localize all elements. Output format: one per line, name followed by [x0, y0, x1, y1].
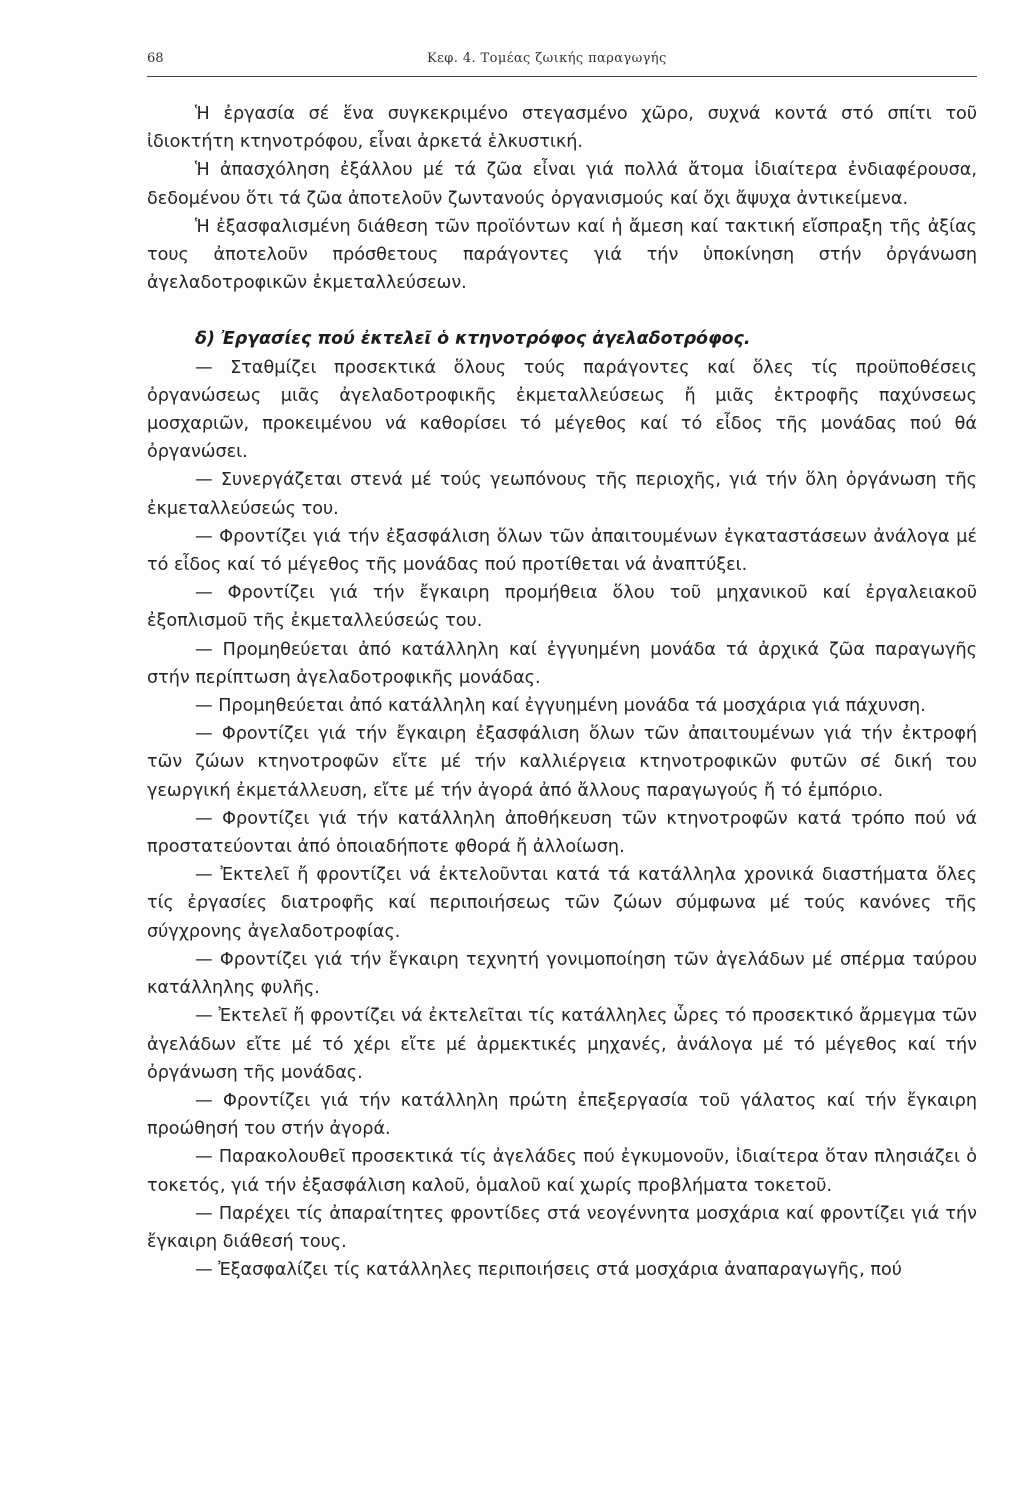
- intro-paragraph: Ἡ ἐξασφαλισμένη διάθεση τῶν προϊόντων καί ἡ ἄμεση καί τακτική εἴσπραξη τῆς ἀξίας τους ἀποτελοῦν πρόσθετους παράγοντες γιά τήν ὑποκίνηση στήν ὀργάνωση ἀγελαδοτροφικῶν ἐκμεταλλεύσεων.: [147, 216, 977, 294]
- page-body: [147, 100, 977, 1284]
- duty-item: — Φροντίζει γιά τήν ἔγκαιρη τεχνητή γονιμοποίηση τῶν ἀγελάδων μέ σπέρμα ταύρου κατάλληλης φυλῆς.: [147, 949, 978, 999]
- duty-item: — Φροντίζει γιά τήν ἐξασφάλιση ὅλων τῶν ἀπαιτουμένων ἐγκαταστάσεων ἀνάλογα μέ τό εἶδος καί τό μέγεθος τῆς μονάδας πού προτίθεται νά ἀναπτύξει.: [147, 526, 977, 576]
- section-spacer: [147, 297, 977, 325]
- section-heading: δ) Ἐργασίες πού ἐκτελεῖ ὁ κτηνοτρόφος ἀγελαδοτρόφος.: [195, 329, 751, 350]
- duty-item: — Φροντίζει γιά τήν ἔγκαιρη ἐξασφάλιση ὅλων τῶν ἀπαιτουμένων γιά τήν ἐκτροφή τῶν ζώων κτηνοτροφῶν εἴτε μέ τήν καλλιέργεια κτηνοτροφικῶν φυτῶν σέ δική του γεωργική ἐκμετάλλευση, εἴτε μέ τήν ἀγορά ἀπό ἄλλους παραγωγούς ἤ τό ἐμπόριο.: [147, 724, 978, 801]
- duty-item: — Φροντίζει γιά τήν ἔγκαιρη προμήθεια ὅλου τοῦ μηχανικοῦ καί ἐργαλειακοῦ ἐξοπλισμοῦ τῆς ἐκμεταλλεύσεώς του.: [147, 583, 978, 632]
- duty-item: — Φροντίζει γιά τήν κατάλληλη πρώτη ἐπεξεργασία τοῦ γάλατος καί τήν ἔγκαιρη προώθησή του στήν ἀγορά.: [147, 1090, 978, 1140]
- running-header: [147, 44, 977, 77]
- page-number: 68: [147, 51, 164, 66]
- duty-item: — Παρέχει τίς ἀπαραίτητες φροντίδες στά νεογέννητα μοσχάρια καί φροντίζει γιά τήν ἔγκαιρη διάθεσή τους.: [147, 1203, 977, 1252]
- chapter-title: Κεφ. 4. Τομέας ζωικής παραγωγής: [427, 51, 667, 66]
- intro-paragraph: Ἡ ἀπασχόληση ἐξάλλου μέ τά ζῶα εἶναι γιά πολλά ἄτομα ἰδιαίτερα ἐνδιαφέρουσα, δεδομένου ὅτι τά ζῶα ἀποτελοῦν ζωντανούς ὀργανισμούς καί ὄχι ἄψυχα ἀντικείμενα.: [147, 160, 977, 209]
- duty-item: — Φροντίζει γιά τήν κατάλληλη ἀποθήκευση τῶν κτηνοτροφῶν κατά τρόπο πού νά προστατεύονται ἀπό ὁποιαδήποτε φθορά ἤ ἀλλοίωση.: [147, 808, 978, 858]
- duty-item: — Ἐκτελεῖ ἤ φροντίζει νά ἐκτελεῖται τίς κατάλληλες ὧρες τό προσεκτικό ἄρμεγμα τῶν ἀγελάδων εἴτε μέ τό χέρι εἴτε μέ ἀρμεκτικές μηχανές, ἀνάλογα μέ τό μέγεθος καί τήν ὀργάνωση τῆς μονάδας.: [147, 1006, 978, 1083]
- duty-item: — Παρακολουθεῖ προσεκτικά τίς ἀγελάδες πού ἐγκυμονοῦν, ἰδιαίτερα ὅταν πλησιάζει ὁ τοκετός, γιά τήν ἐξασφάλιση καλοῦ, ὁμαλοῦ καί χωρίς προβλήματα τοκετοῦ.: [147, 1147, 978, 1196]
- duty-item: — Ἐκτελεῖ ἤ φροντίζει νά ἐκτελοῦνται κατά τά κατάλληλα χρονικά διαστήματα ὅλες τίς ἐργασίες διατροφῆς καί περιποιήσεως τῶν ζώων σύμφωνα μέ τούς κανόνες τῆς σύγχρονης ἀγελαδοτροφίας.: [147, 865, 978, 942]
- duty-item: — Προμηθεύεται ἀπό κατάλληλη καί ἐγγυημένη μονάδα τά μοσχάρια γιά πάχυνση.: [195, 696, 926, 717]
- duty-item: — Σταθμίζει προσεκτικά ὅλους τούς παράγοντες καί ὅλες τίς προϋποθέσεις ὀργανώσεως μιᾶς ἀγελαδοτροφικῆς ἐκμεταλλεύσεως ἤ μιᾶς ἐκτροφῆς παχύνσεως μοσχαριῶν, προκειμένου νά καθορίσει τό μέγεθος καί τό εἶδος τῆς μονάδας πού θά ὀργανώσει.: [147, 357, 977, 463]
- duty-item: — Ἐξασφαλίζει τίς κατάλληλες περιποιήσεις στά μοσχάρια ἀναπαραγωγῆς, πού: [195, 1260, 902, 1281]
- intro-paragraph: Ἡ ἐργασία σέ ἕνα συγκεκριμένο στεγασμένο χῶρο, συχνά κοντά στό σπίτι τοῦ ἰδιοκτήτη κτηνοτρόφου, εἶναι ἀρκετά ἑλκυστική.: [147, 104, 977, 153]
- duty-item: — Προμηθεύεται ἀπό κατάλληλη καί ἐγγυημένη μονάδα τά ἀρχικά ζῶα παραγωγῆς στήν περίπτωση ἀγελαδοτροφικῆς μονάδας.: [147, 639, 977, 688]
- duty-item: — Συνεργάζεται στενά μέ τούς γεωπόνους τῆς περιοχῆς, γιά τήν ὅλη ὀργάνωση τῆς ἐκμεταλλεύσεώς του.: [147, 470, 977, 519]
